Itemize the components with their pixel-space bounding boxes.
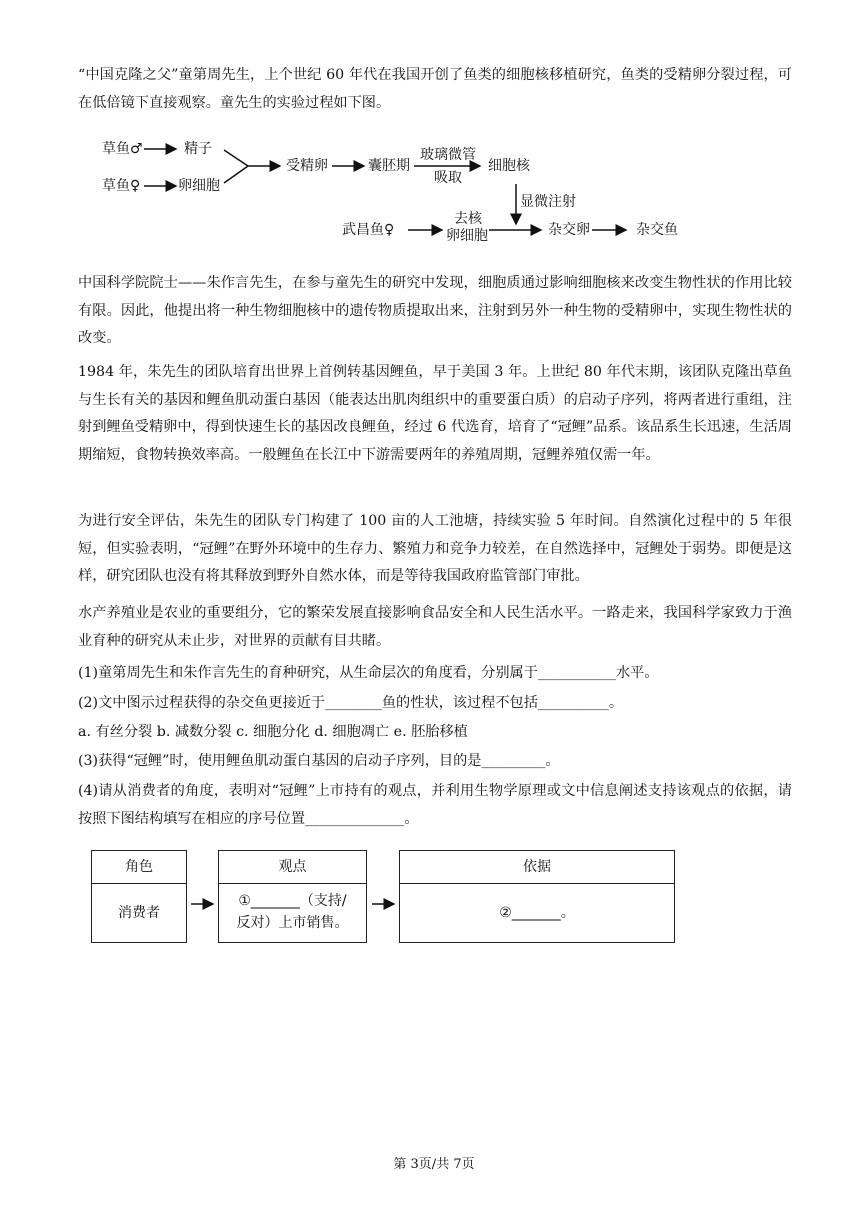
suction-label: 吸取	[434, 170, 462, 186]
paragraph-safety: 为进行安全评估，朱先生的团队专门构建了 100 亩的人工池塘，持续实验 5 年时间。自然演化过程中的 5 年很短，但实验表明，“冠鲤”在野外环境中的生存力、繁殖力和竞争力较差，在自然选择中，冠鲤处于弱势。即便是这样，研究团队也没有将其释放到野外自然水体，而是等待我国政府监管部门审批。	[78, 513, 792, 584]
hybrid-fish-label: 杂交鱼	[636, 222, 678, 238]
view-line-1: ①_______（支持/	[238, 893, 347, 909]
question-3: (3)获得“冠鲤”时，使用鲤鱼肌动蛋白基因的启动子序列，目的是_________。	[78, 753, 560, 769]
paragraph-1984: 1984 年，朱先生的团队培育出世界上首例转基因鲤鱼，早于美国 3 年。上世纪 80 年代末期，该团队克隆出草鱼与生长有关的基因和鲤鱼肌动蛋白基因（能表达出肌肉组织中的重要蛋白质）的启动子序列，将两者进行重组，注射到鲤鱼受精卵中，得到快速生长的基因改良鲤鱼，经过 6 代选育，培育了“冠鲤”品系。该品系生长迅速，生活周期缩短，食物转换效率高。一般鲤鱼在长江中下游需要两年的养殖周期，冠鲤养殖仅需一年。	[78, 364, 792, 463]
male-grass-carp: 草鱼♂	[102, 141, 143, 157]
page-footer: 第 3页/共 7页	[393, 1157, 475, 1172]
question-2-options: a. 有丝分裂 b. 减数分裂 c. 细胞分化 d. 细胞凋亡 e. 胚胎移植	[78, 724, 468, 740]
paragraph-zhu: 中国科学院院士——朱作言先生，在参与童先生的研究中发现，细胞质通过影响细胞核来改变生物性状的作用比较有限。因此，他提出将一种生物细胞核中的遗传物质提取出来，注射到另外一种生物的受精卵中，实现生物性状的改变。	[78, 275, 792, 346]
zygote-label: 受精卵	[286, 158, 328, 174]
enucleated-label: 去核	[454, 211, 482, 227]
nucleus-label: 细胞核	[488, 158, 530, 174]
blastula-label: 囊胚期	[368, 158, 410, 174]
question-4: (4)请从消费者的角度，表明对“冠鲤”上市持有的观点，并利用生物学原理或文中信息阐述支持该观点的依据，请按照下图结构填写在相应的序号位置______________。	[78, 783, 792, 827]
wuchang-fish-label: 武昌鱼♀	[342, 222, 395, 238]
sperm-label: 精子	[184, 141, 212, 157]
basis-header: 依据	[400, 851, 674, 884]
view-line-2: 反对）上市销售。	[236, 915, 349, 931]
hybrid-egg-label: 杂交卵	[548, 222, 590, 238]
role-value: 消费者	[118, 905, 160, 921]
paragraph-aquaculture: 水产养殖业是农业的重要组分，它的繁荣发展直接影响食品安全和人民生活水平。一路走来，我国科学家致力于渔业育种的研究从未止步，对世界的贡献有目共睹。	[78, 605, 792, 649]
glass-tube-label: 玻璃微管	[420, 147, 476, 163]
micro-injection-label: 显微注射	[520, 194, 576, 210]
female-grass-carp: 草鱼♀	[102, 178, 141, 194]
intro-paragraph: “中国克隆之父”童第周先生，上个世纪 60 年代在我国开创了鱼类的细胞核移植研究，鱼类的受精卵分裂过程，可在低倍镜下直接观察。童先生的实验过程如下图。	[78, 67, 792, 111]
enucleated-egg-label: 卵细胞	[446, 228, 488, 244]
basis-value: ②_______。	[499, 905, 575, 921]
egg-label: 卵细胞	[178, 178, 220, 194]
question-2: (2)文中图示过程获得的杂交鱼更接近于________鱼的性状，该过程不包括__________。	[78, 695, 624, 711]
role-header: 角色	[92, 851, 186, 884]
view-header: 观点	[219, 851, 366, 884]
question-1: (1)童第周先生和朱作言先生的育种研究，从生命层次的角度看，分别属于___________水平。	[78, 665, 659, 681]
